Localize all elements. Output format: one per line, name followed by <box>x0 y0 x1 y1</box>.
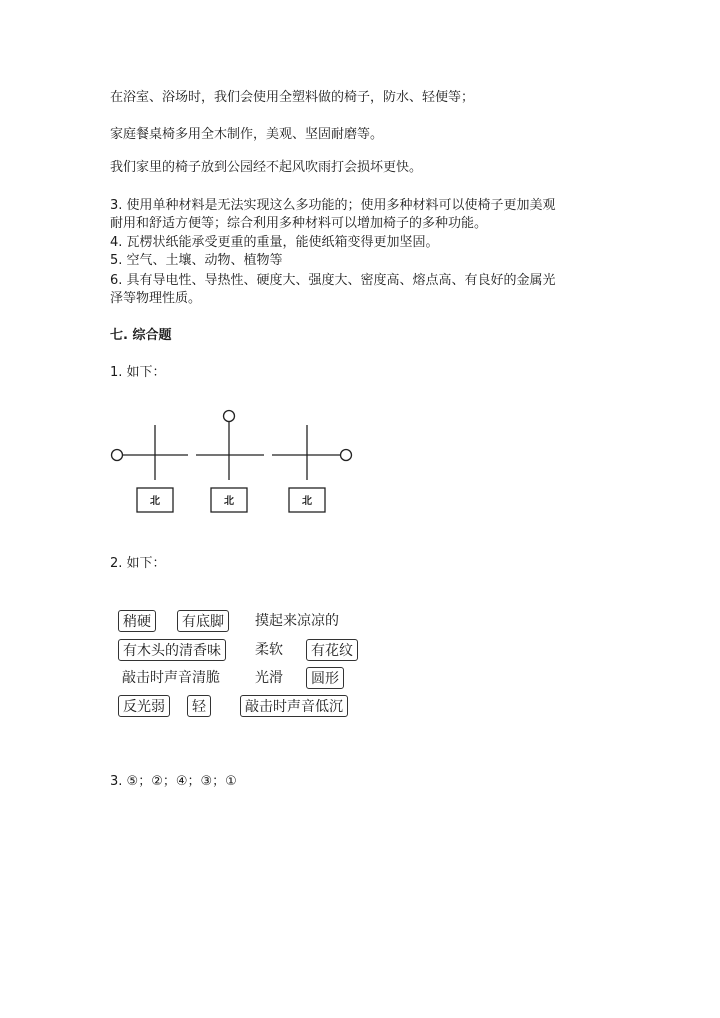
property-tag: 敲击时声音清脆 <box>122 670 220 686</box>
property-tag-boxed: 反光弱 <box>118 695 170 717</box>
north-label-left: 北 <box>150 496 160 507</box>
property-tag-boxed: 有花纹 <box>306 639 358 661</box>
property-tag: 摸起来凉凉的 <box>255 613 339 629</box>
property-tag: 光滑 <box>255 670 283 686</box>
north-label-right: 北 <box>302 496 312 507</box>
question-3-answer: 3. ⑤；②；④；③；① <box>110 774 237 789</box>
property-tag-boxed: 稍硬 <box>118 610 156 632</box>
answer-item-6-line-2: 泽等物理性质。 <box>110 291 202 306</box>
property-tag: 柔软 <box>255 642 283 658</box>
property-tag-boxed: 有底脚 <box>177 610 229 632</box>
property-tag-boxed: 有木头的清香味 <box>118 639 226 661</box>
answer-item-6-line-1: 6. 具有导电性、导热性、硬度大、强度大、密度高、熔点高、有良好的金属光 <box>110 273 556 288</box>
property-tag-boxed: 轻 <box>187 695 211 717</box>
answer-paragraph-3: 我们家里的椅子放到公园经不起风吹雨打会损坏更快。 <box>110 160 423 175</box>
section-title: 七. 综合题 <box>110 328 172 343</box>
answer-item-3-line-1: 3. 使用单种材料是无法实现这么多功能的；使用多种材料可以使椅子更加美观 <box>110 198 556 213</box>
question-2-label: 2. 如下： <box>110 556 166 571</box>
property-tag-boxed: 敲击时声音低沉 <box>240 695 348 717</box>
answer-paragraph-1: 在浴室、浴场时，我们会使用全塑料做的椅子，防水、轻便等； <box>110 90 475 105</box>
answer-item-3-line-2: 耐用和舒适方便等；综合利用多种材料可以增加椅子的多种功能。 <box>110 216 488 231</box>
question-1-label: 1. 如下： <box>110 365 166 380</box>
north-label-middle: 北 <box>224 496 234 507</box>
answer-paragraph-2: 家庭餐桌椅多用全木制作，美观、坚固耐磨等。 <box>110 127 384 142</box>
answer-item-4: 4. 瓦楞状纸能承受更重的重量，能使纸箱变得更加坚固。 <box>110 235 439 250</box>
property-tag-boxed: 圆形 <box>306 667 344 689</box>
answer-item-5: 5. 空气、土壤、动物、植物等 <box>110 253 283 268</box>
